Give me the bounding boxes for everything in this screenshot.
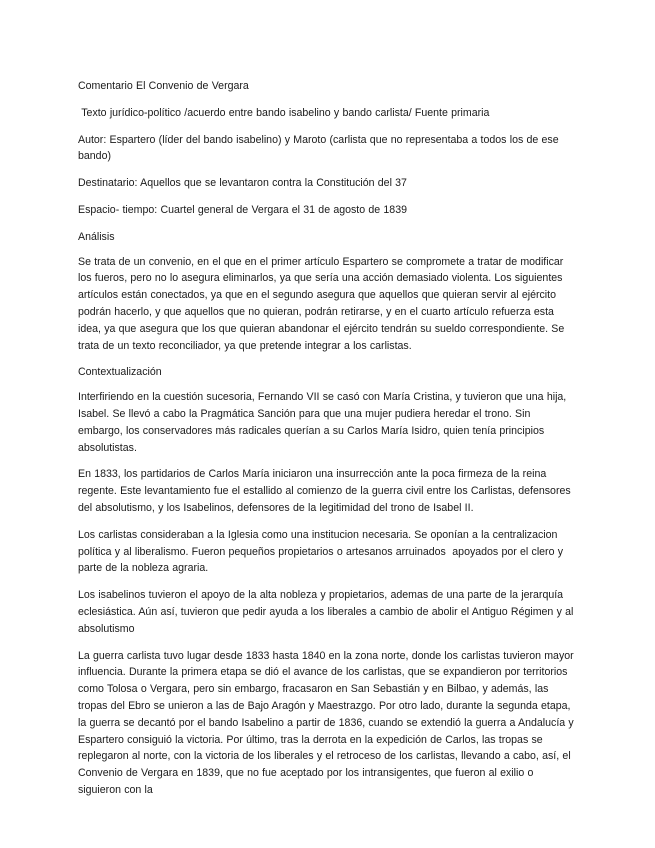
analysis-paragraph: Se trata de un convenio, en el que en el primer artículo Espartero se compromete a tratar de modificar los fueros, pero no lo asegura eliminarlos, ya que sería una acción demasiado violenta. Los siguientes artículos están conectados, ya que en el segundo asegura que aquellos que quieran servir al ejército podrán hacerlo, y que aquellos que no quieran, podrán retirarse, y en el cuarto artículo refuerza esta idea, ya que asegura que los que quieran abandonar el ejército tendrán su sueldo correspondiente. Se trata de un texto reconciliador, ya que pretende integrar a los carlistas. bbox=[78, 255, 565, 352]
document-title: Comentario El Convenio de Vergara bbox=[78, 80, 249, 92]
space-time-line: Espacio- tiempo: Cuartel general de Vergara el 31 de agosto de 1839 bbox=[78, 203, 407, 216]
context-paragraph-4: Los isabelinos tuvieron el apoyo de la alta nobleza y propietarios, ademas de una parte de la jerarquía eclesiástica. Aún así, tuvieron que pedir ayuda a los liberales a cambio de abolir el Antiguo Régimen y al absolutismo bbox=[78, 589, 574, 635]
analysis-heading: Análisis bbox=[78, 230, 115, 243]
context-paragraph-2: En 1833, los partidarios de Carlos María iniciaron una insurrección ante la poca firmeza de la reina regente. Este levantamiento fue el estallido al comienzo de la guerra civil entre los Carlistas, defensores del absolutismo, y los Isabelinos, defensores de la legitimidad del trono de Isabel II. bbox=[78, 468, 571, 514]
context-paragraph-3: Los carlistas consideraban a la Iglesia como una institucion necesaria. Se oponían a la centralizacion política y al liberalismo. Fueron pequeños propietarios o artesanos arruinados apoyados por el clero y parte de la nobleza agraria. bbox=[78, 528, 567, 575]
context-paragraph-1: Interfiriendo en la cuestión sucesoria, Fernando VII se casó con María Cristina, y tuvieron que una hija, Isabel. Se llevó a cabo la Pragmática Sanción para que una mujer pudiera heredar el trono. Sin embargo, los conservadores más radicales querían a su Carlos María Isidro, quien tenía principios absolutistas. bbox=[78, 391, 567, 454]
document-body bbox=[78, 78, 578, 809]
document-subtitle: Texto jurídico-político /acuerdo entre bando isabelino y bando carlista/ Fuente primaria bbox=[78, 106, 490, 119]
recipient-line: Destinatario: Aquellos que se levantaron contra la Constitución del 37 bbox=[78, 177, 407, 190]
context-paragraph-5: La guerra carlista tuvo lugar desde 1833 hasta 1840 en la zona norte, donde los carlistas tuvieron mayor influencia. Durante la primera etapa se dió el avance de los carlistas, que se expandieron por territorios como Tolosa o Vergara, pero sin embargo, fracasaron en San Sebastián y en Bilbao, y además, las tropas del Ebro se unieron a las de Bajo Aragón y Maestrazgo. Por otro lado, durante la segunda etapa, la guerra se decantó por el bando Isabelino a partir de 1836, cuando se extendió la guerra a Andalucía y Espartero consiguió la victoria. Por último, tras la derrota en la expedición de Carlos, las tropas se replegaron al norte, con la victoria de los liberales y el retroceso de los carlistas, llevando a cabo, así, el Convenio de Vergara en 1839, que no fue aceptado por los intransigentes, que fueron al exilio o siguieron con la bbox=[78, 649, 574, 796]
author-line: Autor: Espartero (líder del bando isabelino) y Maroto (carlista que no representaba a todos los de ese bando) bbox=[78, 133, 559, 163]
context-heading: Contextualización bbox=[78, 366, 162, 379]
